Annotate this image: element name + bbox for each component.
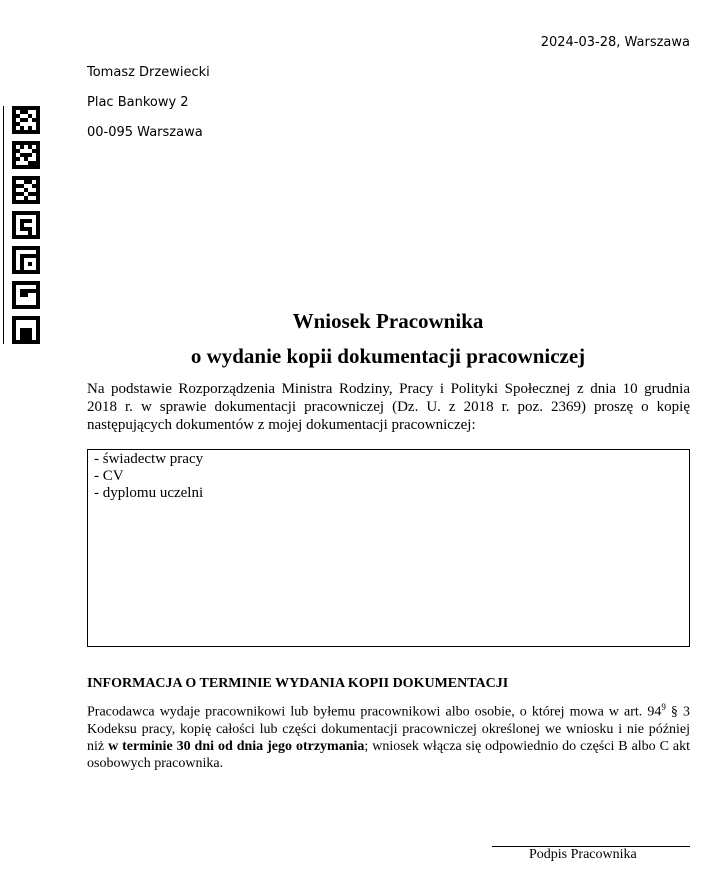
info-superscript: 9 bbox=[661, 702, 666, 712]
scan-marker bbox=[12, 176, 40, 204]
list-item: - CV bbox=[94, 468, 124, 484]
sender-name: Tomasz Drzewiecki bbox=[87, 65, 210, 80]
info-paragraph bbox=[87, 699, 690, 772]
info-text-end: ; wniosek włącza się odpowiednio do części B albo C akt osobowych pracownika. bbox=[87, 738, 691, 771]
intro-paragraph: Na podstawie Rozporządzenia Ministra Rodziny, Pracy i Polityki Społecznej z dnia 10 grudnia 2018 r. w sprawie dokumentacji pracowniczej (Dz. U. z 2018 r. poz. 2369) proszę o kopię następujących dokumentów z mojej dokumentacji pracowniczej: bbox=[87, 381, 690, 433]
info-text-start: Pracodawca wydaje pracownikowi lub byłemu pracownikowi albo osobie, o której mowa w art. 94 bbox=[87, 704, 662, 720]
list-item: - świadectw pracy bbox=[94, 451, 204, 467]
date-place: 2024-03-28, Warszawa bbox=[540, 35, 690, 50]
info-deadline: w terminie 30 dni od dnia jego otrzymania bbox=[108, 738, 365, 754]
scan-marker bbox=[12, 281, 40, 309]
scan-marker bbox=[12, 211, 40, 239]
document-subtitle: o wydanie kopii dokumentacji pracowniczej bbox=[190, 344, 586, 368]
signature-label: Podpis Pracownika bbox=[529, 847, 637, 862]
list-item: - dyplomu uczelni bbox=[94, 485, 204, 501]
sender-street: Plac Bankowy 2 bbox=[87, 95, 189, 110]
info-heading: INFORMACJA O TERMINIE WYDANIA KOPII DOKUMENTACJI bbox=[87, 676, 509, 691]
document-title: Wniosek Pracownika bbox=[292, 309, 484, 333]
documents-list-box bbox=[87, 449, 690, 647]
sender-city: 00-095 Warszawa bbox=[87, 125, 203, 140]
scan-marker bbox=[12, 141, 40, 169]
info-text-middle: § 3 Kodeksu pracy, kopię całości lub części dokumentacji pracowniczej określonej we wniosku i nie później niż bbox=[87, 704, 690, 754]
scan-marker bbox=[12, 106, 40, 134]
scan-marker bbox=[12, 246, 40, 274]
